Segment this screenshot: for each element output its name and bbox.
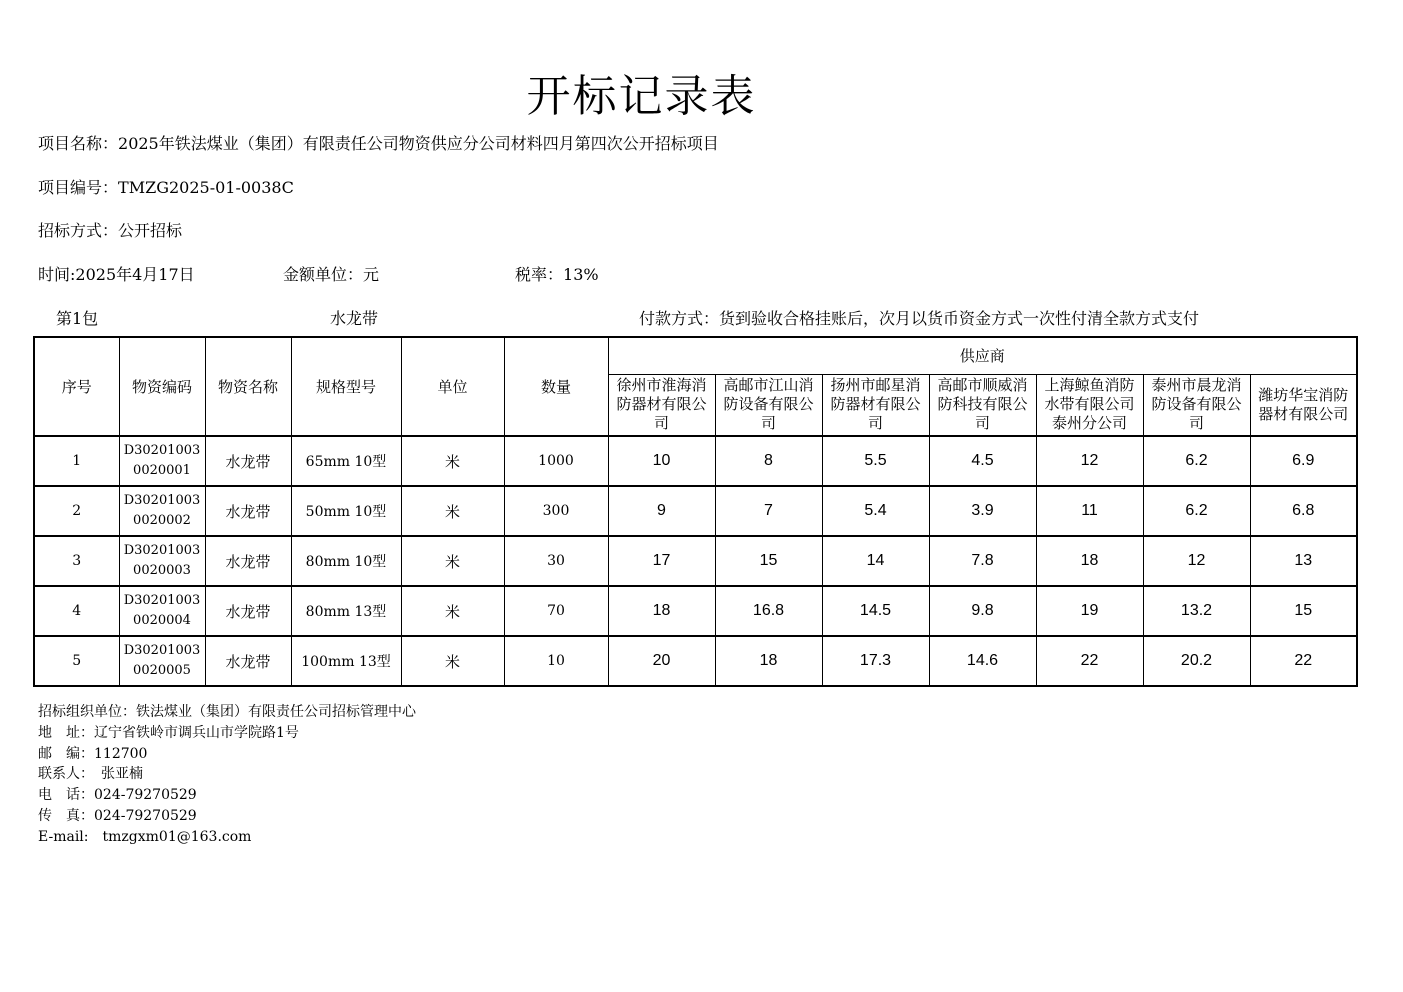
header-supplier-1: 徐州市淮海消防器材有限公司 [608, 374, 715, 436]
cell-price-supplier-1: 20 [608, 636, 715, 686]
project-no-label: 项目编号： [38, 178, 119, 197]
method-label: 招标方式： [38, 221, 119, 240]
cell-spec: 80mm 10型 [291, 536, 401, 586]
package-no: 第1包 [56, 309, 99, 328]
tax-line [515, 262, 599, 285]
cell-unit: 米 [401, 536, 504, 586]
cell-seq: 5 [34, 636, 119, 686]
cell-code-line1: D30201003 [123, 493, 201, 508]
cell-price-supplier-5: 22 [1036, 636, 1143, 686]
cell-price-supplier-2: 7 [715, 486, 822, 536]
cell-qty: 30 [504, 536, 608, 586]
currency-line [283, 262, 379, 285]
header-code: 物资编码 [119, 337, 205, 436]
header-supplier-2: 高邮市江山消防设备有限公司 [715, 374, 822, 436]
cell-price-supplier-3: 5.4 [822, 486, 929, 536]
cell-seq: 4 [34, 586, 119, 636]
cell-price-supplier-5: 18 [1036, 536, 1143, 586]
cell-price-supplier-4: 9.8 [929, 586, 1036, 636]
cell-name: 水龙带 [205, 486, 291, 536]
currency-label: 金额单位： [283, 265, 364, 284]
cell-price-supplier-2: 15 [715, 536, 822, 586]
cell-price-supplier-2: 16.8 [715, 586, 822, 636]
cell-price-supplier-1: 9 [608, 486, 715, 536]
cell-price-supplier-5: 12 [1036, 436, 1143, 486]
footer-org: 招标组织单位：铁法煤业（集团）有限责任公司招标管理中心 [38, 704, 416, 720]
cell-price-supplier-4: 7.8 [929, 536, 1036, 586]
table-row [34, 436, 1357, 486]
cell-price-supplier-1: 17 [608, 536, 715, 586]
cell-unit: 米 [401, 436, 504, 486]
cell-price-supplier-6: 13.2 [1143, 586, 1250, 636]
cell-price-supplier-6: 6.2 [1143, 486, 1250, 536]
payment-line [639, 306, 1199, 329]
cell-code [119, 586, 205, 636]
cell-qty: 70 [504, 586, 608, 636]
table-row [34, 486, 1357, 536]
header-name: 物资名称 [205, 337, 291, 436]
header-supplier-5: 上海鲸鱼消防水带有限公司泰州分公司 [1036, 374, 1143, 436]
project-no-line [38, 175, 294, 198]
bid-opening-table [33, 336, 1358, 687]
cell-seq: 1 [34, 436, 119, 486]
cell-spec: 80mm 13型 [291, 586, 401, 636]
currency: 元 [363, 265, 380, 284]
header-supplier-4: 高邮市顺威消防科技有限公司 [929, 374, 1036, 436]
header-qty: 数量 [504, 337, 608, 436]
cell-name: 水龙带 [205, 636, 291, 686]
cell-price-supplier-6: 20.2 [1143, 636, 1250, 686]
cell-price-supplier-2: 18 [715, 636, 822, 686]
cell-seq: 2 [34, 486, 119, 536]
cell-price-supplier-1: 18 [608, 586, 715, 636]
cell-price-supplier-7: 15 [1250, 586, 1357, 636]
footer-postcode: 邮 编：112700 [38, 745, 148, 762]
cell-code-line1: D30201003 [123, 443, 201, 458]
cell-price-supplier-4: 3.9 [929, 486, 1036, 536]
cell-code [119, 486, 205, 536]
footer-contact-person: 联系人： 张亚楠 [38, 766, 143, 783]
cell-price-supplier-6: 12 [1143, 536, 1250, 586]
cell-code-line1: D30201003 [123, 643, 201, 658]
cell-name: 水龙带 [205, 586, 291, 636]
project-name-line [38, 131, 719, 154]
header-suppliers: 供应商 [608, 337, 1357, 374]
header-spec: 规格型号 [291, 337, 401, 436]
footer-phone: 电 话：024-79270529 [38, 787, 197, 804]
cell-price-supplier-5: 19 [1036, 586, 1143, 636]
project-name: 2025年铁法煤业（集团）有限责任公司物资供应分公司材料四月第四次公开招标项目 [118, 134, 719, 153]
cell-price-supplier-4: 14.6 [929, 636, 1036, 686]
header-seq: 序号 [34, 337, 119, 436]
cell-code-line2: 0020004 [133, 613, 191, 628]
cell-price-supplier-4: 4.5 [929, 436, 1036, 486]
time-line [38, 262, 195, 285]
cell-code-line1: D30201003 [123, 593, 201, 608]
project-name-label: 项目名称： [38, 134, 119, 153]
cell-code-line2: 0020002 [133, 513, 191, 528]
table-row [34, 636, 1357, 686]
cell-qty: 300 [504, 486, 608, 536]
tax: 13% [563, 265, 599, 284]
footer-fax: 传 真：024-79270529 [38, 807, 197, 824]
cell-unit: 米 [401, 636, 504, 686]
cell-price-supplier-7: 6.9 [1250, 436, 1357, 486]
cell-code-line2: 0020001 [133, 463, 191, 478]
cell-code [119, 636, 205, 686]
header-supplier-3: 扬州市邮星消防器材有限公司 [822, 374, 929, 436]
package-item: 水龙带 [330, 309, 379, 328]
cell-seq: 3 [34, 536, 119, 586]
footer-email: E-mail: tmzgxm01@163.com [38, 828, 252, 845]
cell-price-supplier-7: 6.8 [1250, 486, 1357, 536]
cell-name: 水龙带 [205, 436, 291, 486]
cell-qty: 1000 [504, 436, 608, 486]
cell-code [119, 436, 205, 486]
cell-price-supplier-1: 10 [608, 436, 715, 486]
cell-unit: 米 [401, 486, 504, 536]
cell-price-supplier-3: 5.5 [822, 436, 929, 486]
cell-code-line2: 0020003 [133, 563, 191, 578]
cell-unit: 米 [401, 586, 504, 636]
cell-code-line1: D30201003 [123, 543, 201, 558]
table-row [34, 586, 1357, 636]
project-no: TMZG2025-01-0038C [118, 178, 294, 197]
header-supplier-6: 泰州市晨龙消防设备有限公司 [1143, 374, 1250, 436]
footer-contact [38, 702, 416, 848]
cell-name: 水龙带 [205, 536, 291, 586]
cell-price-supplier-3: 17.3 [822, 636, 929, 686]
cell-code [119, 536, 205, 586]
cell-price-supplier-3: 14.5 [822, 586, 929, 636]
cell-price-supplier-6: 6.2 [1143, 436, 1250, 486]
payment-label: 付款方式： [639, 309, 720, 328]
header-unit: 单位 [401, 337, 504, 436]
header-supplier-7: 潍坊华宝消防器材有限公司 [1250, 374, 1357, 436]
cell-qty: 10 [504, 636, 608, 686]
method-line [38, 218, 182, 241]
cell-price-supplier-5: 11 [1036, 486, 1143, 536]
page-title: 开标记录表 [526, 71, 757, 122]
tax-label: 税率： [515, 265, 564, 284]
cell-spec: 65mm 10型 [291, 436, 401, 486]
cell-price-supplier-2: 8 [715, 436, 822, 486]
cell-spec: 50mm 10型 [291, 486, 401, 536]
time: 2025年4月17日 [75, 265, 195, 284]
cell-price-supplier-7: 22 [1250, 636, 1357, 686]
cell-spec: 100mm 13型 [291, 636, 401, 686]
time-label: 时间: [38, 265, 76, 284]
payment: 货到验收合格挂账后，次月以货币资金方式一次性付清全款方式支付 [719, 309, 1200, 328]
footer-address: 地 址：辽宁省铁岭市调兵山市学院路1号 [38, 724, 299, 741]
method: 公开招标 [118, 221, 183, 240]
table-row [34, 536, 1357, 586]
cell-price-supplier-3: 14 [822, 536, 929, 586]
cell-code-line2: 0020005 [133, 663, 191, 678]
cell-price-supplier-7: 13 [1250, 536, 1357, 586]
